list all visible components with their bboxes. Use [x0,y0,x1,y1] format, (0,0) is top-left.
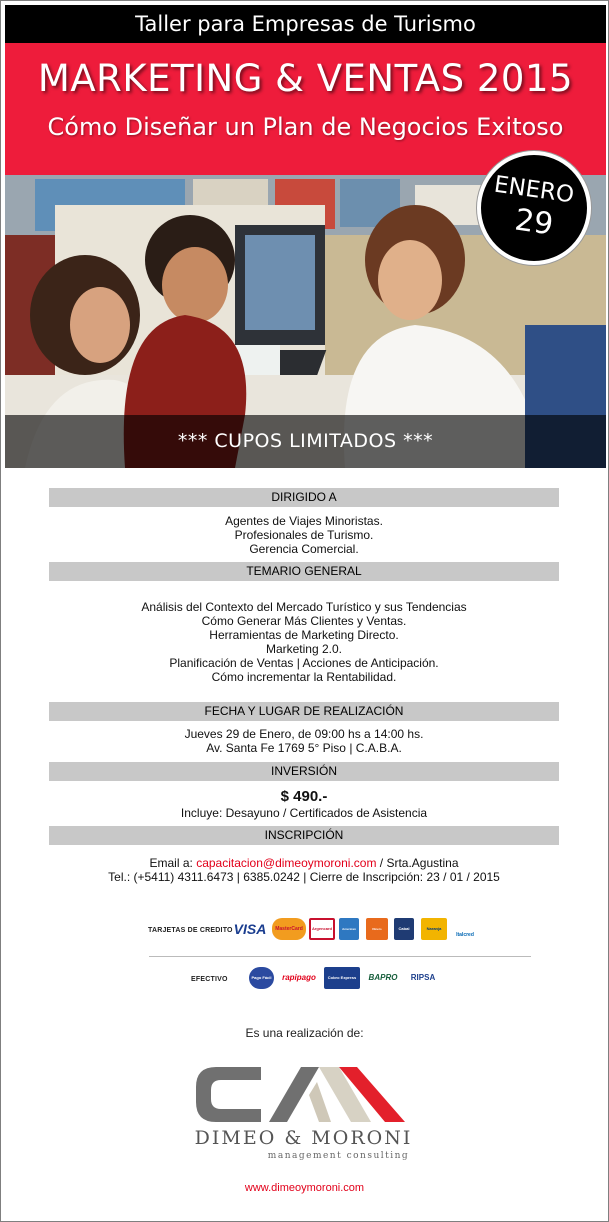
website-link[interactable]: www.dimeoymoroni.com [244,1182,365,1194]
company-name: DIMEO & MORONI [194,1127,413,1149]
rapipago-logo: rapipago [282,973,316,982]
event-title: MARKETING & VENTAS 2015 [37,57,574,100]
visa-logo: VISA [233,921,267,937]
section-heading-inversion: INVERSIÓN [49,762,559,781]
ripsa-logo: RIPSA [410,973,436,982]
cash-payments-row [146,967,481,993]
list-item: Cómo Generar Más Clientes y Ventas. [201,614,407,628]
credit-label: Es una realización de: [245,1026,364,1040]
argencard-logo: Argencard [309,918,335,940]
date-day: 29 [512,202,556,243]
includes-text: Incluye: Desayuno / Certificados de Asistencia [180,806,428,820]
email-link[interactable]: capacitacion@dimeoymoroni.com [196,856,377,870]
date-month: ENERO [492,171,576,209]
company-tagline: management consulting [267,1151,410,1161]
limited-seats-caption: *** CUPOS LIMITADOS *** [5,415,606,468]
list-item: Cómo incrementar la Rentabilidad. [211,670,397,684]
pagofacil-logo: Pago Fácil [249,967,274,989]
section-heading-inscripcion: INSCRIPCIÓN [49,826,559,845]
price-text: $ 490.- [280,788,328,805]
amex-logo: American Express [339,918,359,940]
list-item: Análisis del Contexto del Mercado Turístico y sus Tendencias [141,600,467,614]
cabal-logo: Cabal [394,918,414,940]
dirigido-list [49,514,559,556]
address-text: Av. Santa Fe 1769 5° Piso | C.A.B.A. [206,741,402,755]
mastercard-logo: MasterCard [272,918,306,940]
event-subtitle: Cómo Diseñar un Plan de Negocios Exitoso [47,113,564,141]
list-item: Herramientas de Marketing Directo. [209,628,399,642]
list-item: Profesionales de Turismo. [234,528,374,542]
date-badge [477,151,591,265]
list-item: Planificación de Ventas | Acciones de Anticipación. [169,656,439,670]
fecha-details [49,727,559,755]
cobroexpress-logo: Cobro Express [324,967,360,989]
italcred-logo: Italcred [452,918,478,940]
list-item: Marketing 2.0. [265,642,343,656]
email-contact: / Srta.Agustina [376,856,459,870]
payment-divider [149,956,531,957]
section-heading-temario: TEMARIO GENERAL [49,562,559,581]
list-item: Gerencia Comercial. [249,542,359,556]
inversion-details [49,788,559,820]
cash-label: EFECTIVO [191,976,228,983]
event-kicker: Taller para Empresas de Turismo [5,5,606,43]
diners-logo: Diners [366,918,388,940]
email-line [49,856,559,870]
dimeo-moroni-logo [191,1057,416,1167]
list-item: Agentes de Viajes Minoristas. [225,514,383,528]
bapro-logo: BAPRO [368,973,398,982]
section-heading-dirigido: DIRIGIDO A [49,488,559,507]
date-time-text: Jueves 29 de Enero, de 09:00 hs a 14:00 hs. [184,727,424,741]
email-label: Email a: [149,856,197,870]
phone-line: Tel.: (+5411) 4311.6473 | 6385.0242 | Cierre de Inscripción: 23 / 01 / 2015 [108,870,500,884]
section-heading-fecha: FECHA Y LUGAR DE REALIZACIÓN [49,702,559,721]
credit-cards-label: TARJETAS DE CREDITO [148,927,233,934]
naranja-logo: Naranja [421,918,447,940]
temario-list [49,600,559,684]
inscripcion-details [49,856,559,884]
credit-cards-row [146,918,481,953]
